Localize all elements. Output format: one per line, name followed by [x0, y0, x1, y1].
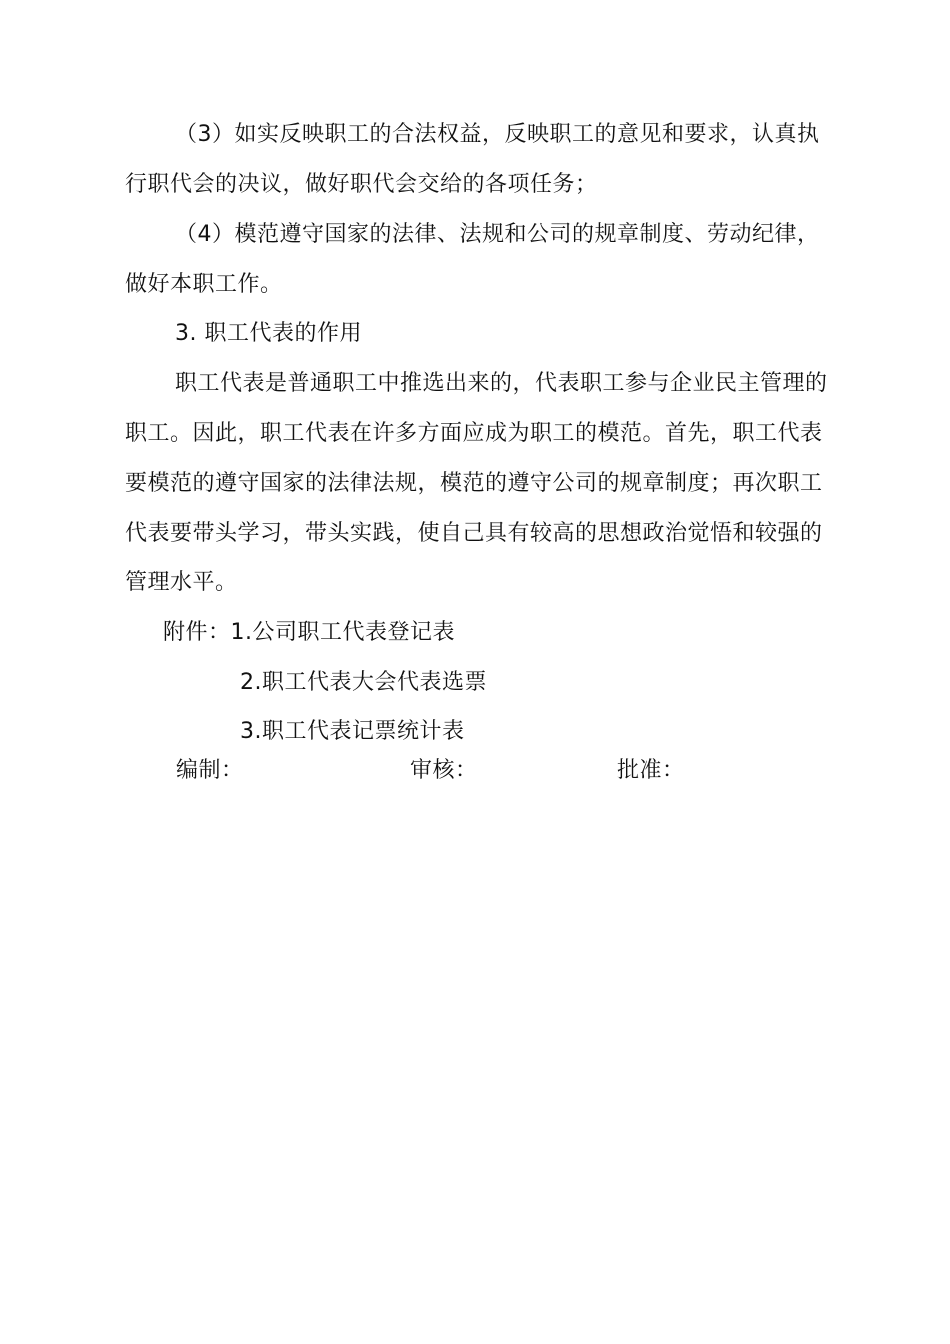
attachment-item-1: 附件：1.公司职工代表登记表: [163, 620, 455, 645]
attachment-item-2: 2.职工代表大会代表选票: [240, 670, 487, 695]
signature-reviewed: 审核：: [410, 758, 478, 783]
signature-approved: 批准：: [617, 758, 685, 783]
item-4-line-1: （4）模范遵守国家的法律、法规和公司的规章制度、劳动纪律，: [175, 222, 820, 247]
section-heading: 3. 职工代表的作用: [175, 321, 362, 346]
item-4-line-2: 做好本职工作。: [125, 272, 283, 297]
item-3-line-2: 行职代会的决议，做好职代会交给的各项任务；: [125, 172, 598, 197]
paragraph-line-4: 代表要带头学习，带头实践，使自己具有较高的思想政治觉悟和较强的: [125, 521, 823, 546]
item-3-line-1: （3）如实反映职工的合法权益，反映职工的意见和要求，认真执: [175, 122, 820, 147]
paragraph-line-1: 职工代表是普通职工中推选出来的，代表职工参与企业民主管理的: [175, 371, 828, 396]
paragraph-line-2: 职工。因此，职工代表在许多方面应成为职工的模范。首先，职工代表: [125, 421, 823, 446]
attachment-item-3: 3.职工代表记票统计表: [240, 719, 465, 744]
paragraph-line-3: 要模范的遵守国家的法律法规，模范的遵守公司的规章制度；再次职工: [125, 471, 823, 496]
paragraph-line-5: 管理水平。: [125, 570, 238, 595]
signature-row: [0, 746, 950, 783]
signature-prepared: 编制：: [176, 758, 244, 783]
